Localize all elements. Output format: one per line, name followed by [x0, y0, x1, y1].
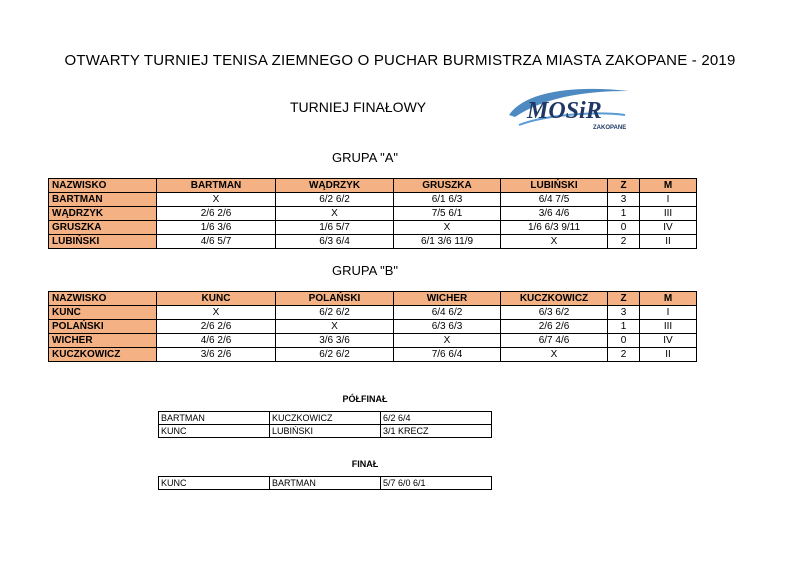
match-row: [159, 477, 492, 490]
result-cell: 3: [608, 193, 640, 207]
result-cell: 6/3 6/3: [394, 320, 501, 334]
result-cell: 3: [608, 306, 640, 320]
result-cell: 7/6 6/4: [394, 348, 501, 362]
column-header: M: [640, 179, 697, 193]
result-cell: 4/6 2/6: [157, 334, 276, 348]
column-header: M: [640, 292, 697, 306]
table-header-row: [49, 292, 697, 306]
column-header: NAZWISKO: [49, 179, 157, 193]
player-name-cell: GRUSZKA: [49, 221, 157, 235]
group-b-table: [48, 291, 697, 362]
table-row: [49, 235, 697, 249]
result-cell: II: [640, 348, 697, 362]
player-name-cell: KUNC: [49, 306, 157, 320]
column-header: KUCZKOWICZ: [501, 292, 608, 306]
result-cell: 7/5 6/1: [394, 207, 501, 221]
result-cell: I: [640, 193, 697, 207]
result-cell: 2/6 2/6: [501, 320, 608, 334]
player-name-cell: WICHER: [49, 334, 157, 348]
result-cell: 6/3 6/2: [501, 306, 608, 320]
result-cell: 6/2 6/2: [276, 193, 394, 207]
column-header: WICHER: [394, 292, 501, 306]
match-score-cell: 5/7 6/0 6/1: [381, 477, 492, 490]
mosir-logo: [505, 85, 633, 135]
result-cell: IV: [640, 221, 697, 235]
semifinal-title: PÓŁFINAŁ: [342, 394, 388, 404]
column-header: Z: [608, 179, 640, 193]
table-header-row: [49, 179, 697, 193]
result-cell: 1/6 6/3 9/11: [501, 221, 608, 235]
result-cell: X: [394, 334, 501, 348]
column-header: NAZWISKO: [49, 292, 157, 306]
result-cell: 2: [608, 235, 640, 249]
group-a-table: [48, 178, 697, 249]
match-player-cell: KUNC: [159, 477, 270, 490]
match-player-cell: LUBIŃSKI: [270, 425, 381, 438]
semifinal-table: [158, 411, 492, 438]
column-header: WĄDRZYK: [276, 179, 394, 193]
player-name-cell: LUBIŃSKI: [49, 235, 157, 249]
result-cell: 6/1 6/3: [394, 193, 501, 207]
match-player-cell: KUCZKOWICZ: [270, 412, 381, 425]
result-cell: 1/6 5/7: [276, 221, 394, 235]
group-b-title: GRUPA "B": [331, 263, 399, 278]
result-cell: X: [501, 235, 608, 249]
match-player-cell: KUNC: [159, 425, 270, 438]
result-cell: 6/7 4/6: [501, 334, 608, 348]
result-cell: X: [276, 320, 394, 334]
result-cell: 2/6 2/6: [157, 320, 276, 334]
result-cell: 0: [608, 334, 640, 348]
result-cell: 1/6 3/6: [157, 221, 276, 235]
result-cell: X: [501, 348, 608, 362]
result-cell: 6/2 6/2: [276, 306, 394, 320]
result-cell: 4/6 5/7: [157, 235, 276, 249]
final-table: [158, 476, 492, 490]
table-row: [49, 306, 697, 320]
final-title: FINAŁ: [351, 459, 379, 469]
document-title: OTWARTY TURNIEJ TENISA ZIEMNEGO O PUCHAR BURMISTRZA MIASTA ZAKOPANE - 2019: [64, 52, 736, 69]
result-cell: 2: [608, 348, 640, 362]
result-cell: 6/4 7/5: [501, 193, 608, 207]
result-cell: 0: [608, 221, 640, 235]
group-a-title: GRUPA "A": [331, 150, 399, 165]
result-cell: X: [394, 221, 501, 235]
table-row: [49, 207, 697, 221]
column-header: LUBIŃSKI: [501, 179, 608, 193]
result-cell: 1: [608, 320, 640, 334]
match-score-cell: 6/2 6/4: [381, 412, 492, 425]
result-cell: II: [640, 235, 697, 249]
column-header: Z: [608, 292, 640, 306]
column-header: KUNC: [157, 292, 276, 306]
player-name-cell: POLAŃSKI: [49, 320, 157, 334]
svg-text:MOSiR: MOSiR: [527, 98, 602, 124]
table-row: [49, 334, 697, 348]
column-header: GRUSZKA: [394, 179, 501, 193]
table-row: [49, 320, 697, 334]
column-header: POLAŃSKI: [276, 292, 394, 306]
match-row: [159, 412, 492, 425]
player-name-cell: WĄDRZYK: [49, 207, 157, 221]
column-header: BARTMAN: [157, 179, 276, 193]
result-cell: 6/1 3/6 11/9: [394, 235, 501, 249]
document-subtitle: TURNIEJ FINAŁOWY: [290, 99, 427, 115]
match-player-cell: BARTMAN: [270, 477, 381, 490]
result-cell: X: [276, 207, 394, 221]
player-name-cell: BARTMAN: [49, 193, 157, 207]
result-cell: 3/6 4/6: [501, 207, 608, 221]
result-cell: 3/6 2/6: [157, 348, 276, 362]
result-cell: X: [157, 193, 276, 207]
result-cell: IV: [640, 334, 697, 348]
result-cell: 6/4 6/2: [394, 306, 501, 320]
result-cell: 3/6 3/6: [276, 334, 394, 348]
match-player-cell: BARTMAN: [159, 412, 270, 425]
result-cell: III: [640, 320, 697, 334]
result-cell: 1: [608, 207, 640, 221]
match-row: [159, 425, 492, 438]
result-cell: III: [640, 207, 697, 221]
result-cell: 6/3 6/4: [276, 235, 394, 249]
player-name-cell: KUCZKOWICZ: [49, 348, 157, 362]
table-row: [49, 193, 697, 207]
svg-text:ZAKOPANE: ZAKOPANE: [593, 125, 627, 131]
match-score-cell: 3/1 KRECZ: [381, 425, 492, 438]
result-cell: 6/2 6/2: [276, 348, 394, 362]
result-cell: X: [157, 306, 276, 320]
table-row: [49, 221, 697, 235]
table-row: [49, 348, 697, 362]
result-cell: 2/6 2/6: [157, 207, 276, 221]
result-cell: I: [640, 306, 697, 320]
